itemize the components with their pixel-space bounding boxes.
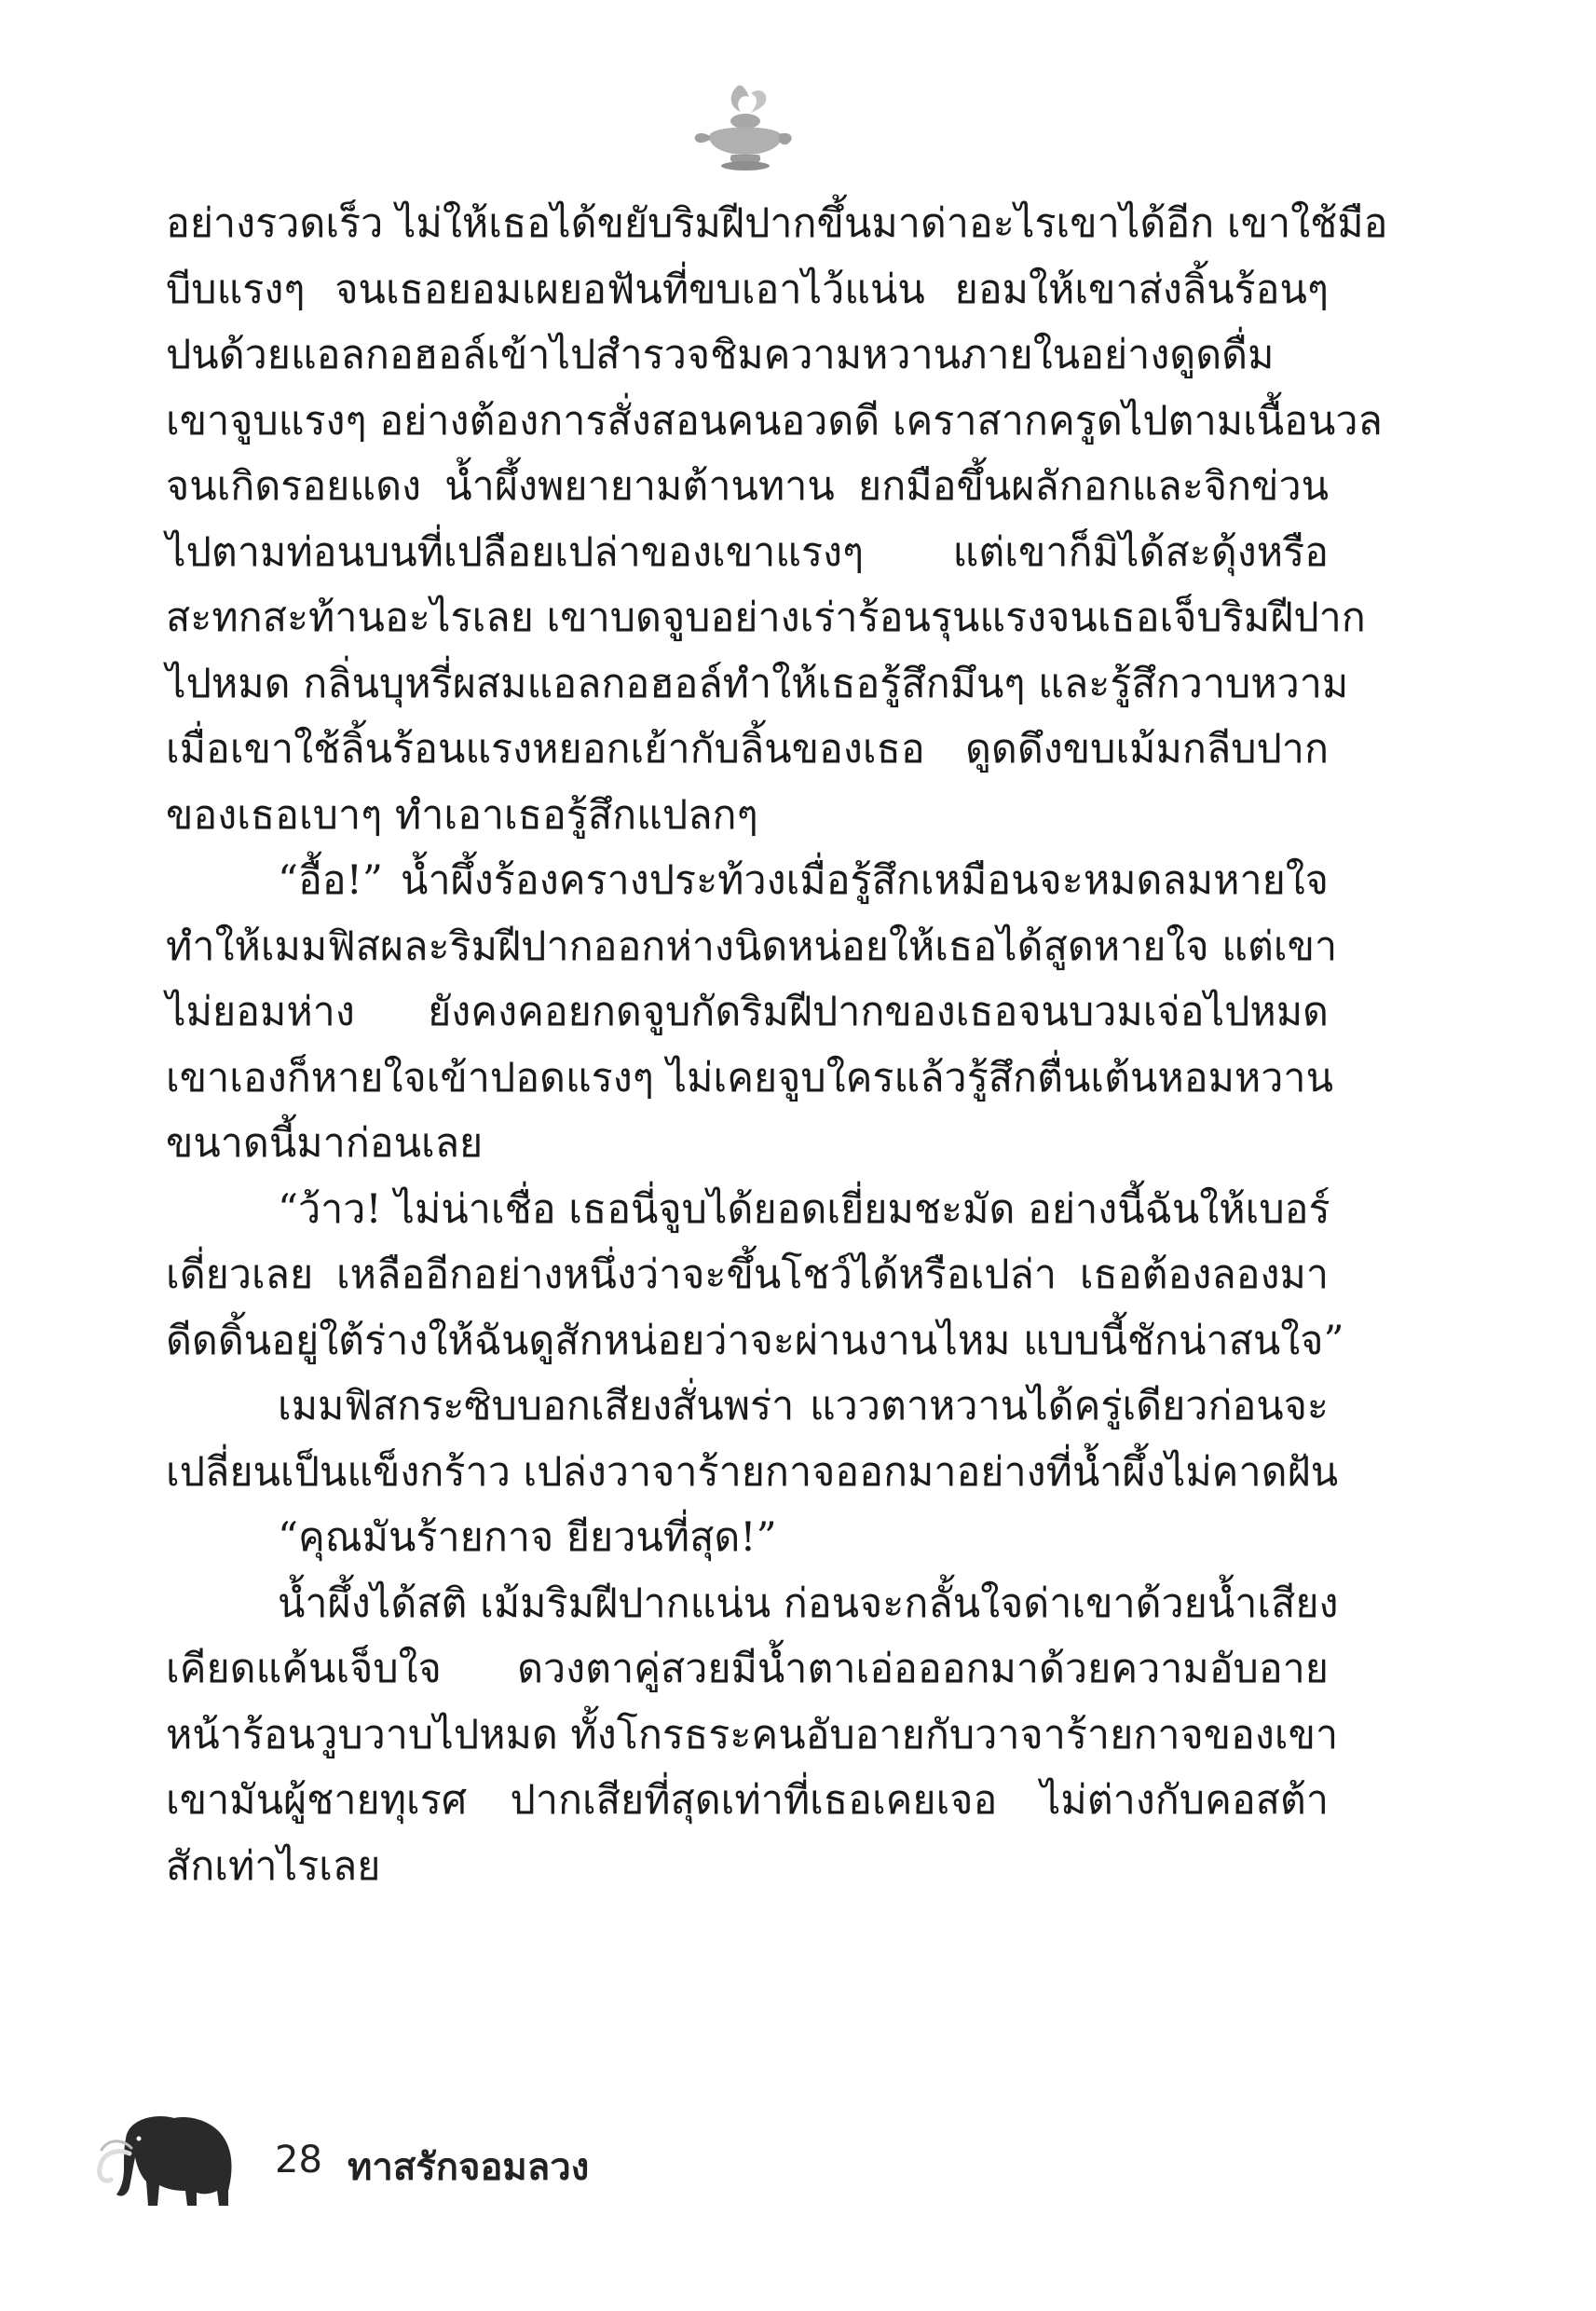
text-line: น้ำผึ้งได้สติ เม้มริมฝีปากแน่น ก่อนจะกลั้นใจด่าเขาด้วยน้ำเสียง (278, 1579, 1339, 1627)
text-line: สักเท่าไรเลย (166, 1842, 381, 1890)
text-line: สะทกสะท้านอะไรเลย เขาบดจูบอย่างเร่าร้อนรุนแรงจนเธอเจ็บริมฝีปาก (166, 595, 1366, 641)
text-line: หน้าร้อนวูบวาบไปหมด ทั้งโกรธระคนอับอายกับวาจาร้ายกาจของเขา (166, 1711, 1339, 1758)
text-line: ทำให้เมมฟิสผละริมฝีปากออกห่างนิดหน่อยให้เธอได้สูดหายใจ แต่เขา (166, 923, 1338, 970)
text-line: ปนด้วยแอลกอฮอล์เข้าไปสำรวจชิมความหวานภายในอย่างดูดดื่ม (166, 332, 1275, 378)
text-line: ขนาดนี้มาก่อนเลย (166, 1120, 484, 1167)
text-line: เคียดแค้นเจ็บใจ ดวงตาคู่สวยมีน้ำตาเอ่อออกมาด้วยความอับอาย (166, 1646, 1329, 1692)
text-line: อย่างรวดเร็ว ไม่ให้เธอได้ขยับริมฝีปากขึ้นมาด่าอะไรเขาได้อีก เขาใช้มือ (166, 200, 1388, 247)
genie-lamp-icon (689, 76, 801, 179)
text-line: “อื้อ!” น้ำผึ้งร้องครางประท้วงเมื่อรู้สึกเหมือนจะหมดลมหายใจ (278, 857, 1329, 904)
text-line: เมมฟิสกระซิบบอกเสียงสั่นพร่า แววตาหวานได้ครู่เดียวก่อนจะ (278, 1383, 1329, 1429)
page-number: 28 (275, 2139, 322, 2181)
text-line: จนเกิดรอยแดง น้ำผึ้งพยายามต้านทาน ยกมือขึ้นผลักอกและจิกข่วน (166, 463, 1329, 510)
text-line: ของเธอเบาๆ ทำเอาเธอรู้สึกแปลกๆ (166, 791, 758, 839)
text-line: เมื่อเขาใช้ลิ้นร้อนแรงหยอกเย้ากับลิ้นของเธอ ดูดดึงขบเม้มกลีบปาก (166, 726, 1329, 773)
text-line: ไปตามท่อนบนที่เปลือยเปล่าของเขาแรงๆ แต่เขาก็มิได้สะดุ้งหรือ (166, 528, 1329, 576)
book-title: ทาสรักจอมลวง (348, 2146, 590, 2189)
body-text (166, 191, 1388, 1899)
text-line: เขาจูบแรงๆ อย่างต้องการสั่งสอนคนอวดดี เคราสากครูดไปตามเนื้อนวล (166, 397, 1383, 444)
text-line: ดีดดิ้นอยู่ใต้ร่างให้ฉันดูสักหน่อยว่าจะผ่านงานไหม แบบนี้ชักน่าสนใจ” (166, 1317, 1344, 1364)
text-line: เปลี่ยนเป็นแข็งกร้าว เปล่งวาจาร้ายกาจออกมาอย่างที่น้ำผึ้งไม่คาดฝัน (166, 1448, 1339, 1496)
text-line: “ว้าว! ไม่น่าเชื่อ เธอนี่จูบได้ยอดเยี่ยมชะมัด อย่างนี้ฉันให้เบอร์ (278, 1185, 1330, 1233)
text-line: เขามันผู้ชายทุเรศ ปากเสียที่สุดเท่าที่เธอเคยเจอ ไม่ต่างกับคอสต้า (166, 1777, 1329, 1824)
text-line: เดี่ยวเลย เหลืออีกอย่างหนึ่งว่าจะขึ้นโชว์ได้หรือเปล่า เธอต้องลองมา (166, 1251, 1329, 1298)
page-footer (89, 2101, 741, 2213)
text-line: บีบแรงๆ จนเธอยอมเผยอฟันที่ขบเอาไว้แน่น ยอมให้เขาส่งลิ้นร้อนๆ (166, 266, 1329, 313)
mammoth-icon (89, 2101, 247, 2213)
text-line: “คุณมันร้ายกาจ ยียวนที่สุด!” (278, 1514, 777, 1561)
text-line: ไปหมด กลิ่นบุหรี่ผสมแอลกอฮอล์ทำให้เธอรู้สึกมึนๆ และรู้สึกวาบหวาม (166, 660, 1349, 707)
text-line: เขาเองก็หายใจเข้าปอดแรงๆ ไม่เคยจูบใครแล้วรู้สึกตื่นเต้นหอมหวาน (166, 1054, 1333, 1101)
text-line: ไม่ยอมห่าง ยังคงคอยกดจูบกัดริมฝีปากของเธอจนบวมเจ่อไปหมด (166, 989, 1329, 1035)
